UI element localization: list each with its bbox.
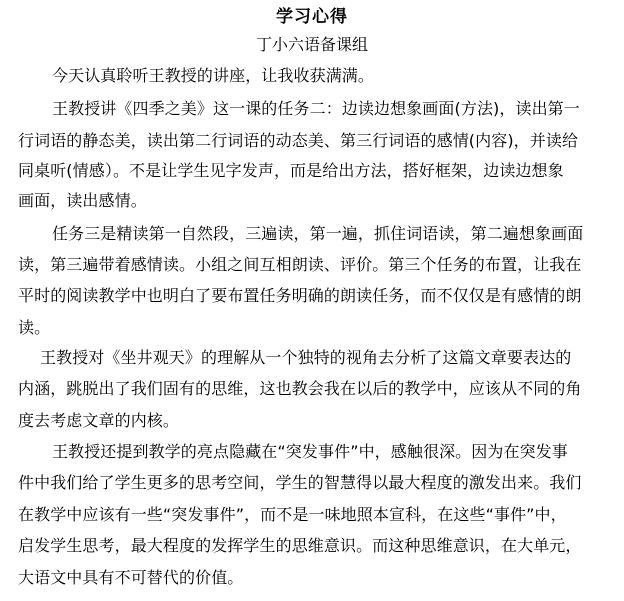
text-line: 读。 bbox=[18, 318, 51, 337]
text-line: 大语文中具有不可替代的价值。 bbox=[18, 568, 244, 587]
document-title: 学习心得 bbox=[276, 7, 348, 27]
text-line: 画面，读出感情。 bbox=[18, 191, 147, 210]
text-line: 启发学生思考，最大程度的发挥学生的思维意识。而这种思维意识，在大单元， bbox=[18, 536, 582, 555]
text-line: 度去考虑文章的内核。 bbox=[18, 411, 180, 430]
text-line: 王教授讲《四季之美》这一课的任务二：边读边想象画面(方法)，读出第一 bbox=[52, 99, 580, 118]
text-line: 王教授对《坐井观天》的理解从一个独特的视角去分析了这篇文章要表达的 bbox=[40, 348, 572, 367]
text-line: 任务三是精读第一自然段，三遍读，第一遍，抓住词语读，第二遍想象画面 bbox=[52, 224, 584, 243]
text-line: 在教学中应该有一些“突发事件”，而不是一味地照本宣科，在这些“事件”中， bbox=[18, 505, 567, 524]
text-line: 内涵，跳脱出了我们固有的思维，这也教会我在以后的教学中，应该从不同的角 bbox=[18, 379, 582, 398]
text-line: 读，第三遍带着感情读。小组之间互相朗读、评价。第三个任务的布置，让我在 bbox=[18, 255, 582, 274]
text-line: 平时的阅读教学中也明白了要布置任务明确的朗读任务，而不仅仅是有感情的朗 bbox=[18, 286, 582, 305]
text-line: 行词语的静态美，读出第二行词语的动态美、第三行词语的感情(内容)，并读给 bbox=[18, 131, 579, 150]
text-line: 王教授还提到教学的亮点隐藏在“突发事件”中，感触很深。因为在突发事 bbox=[52, 442, 568, 461]
text-line: 同桌听(情感）。不是让学生见字发声，而是给出方法，搭好框架，边读边想象 bbox=[18, 161, 564, 180]
text-line: 今天认真聆听王教授的讲座，让我收获满满。 bbox=[52, 66, 375, 85]
document-author: 丁小六语备课组 bbox=[255, 35, 368, 54]
text-line: 件中我们给了学生更多的思考空间，学生的智慧得以最大程度的激发出来。我们 bbox=[18, 473, 582, 492]
